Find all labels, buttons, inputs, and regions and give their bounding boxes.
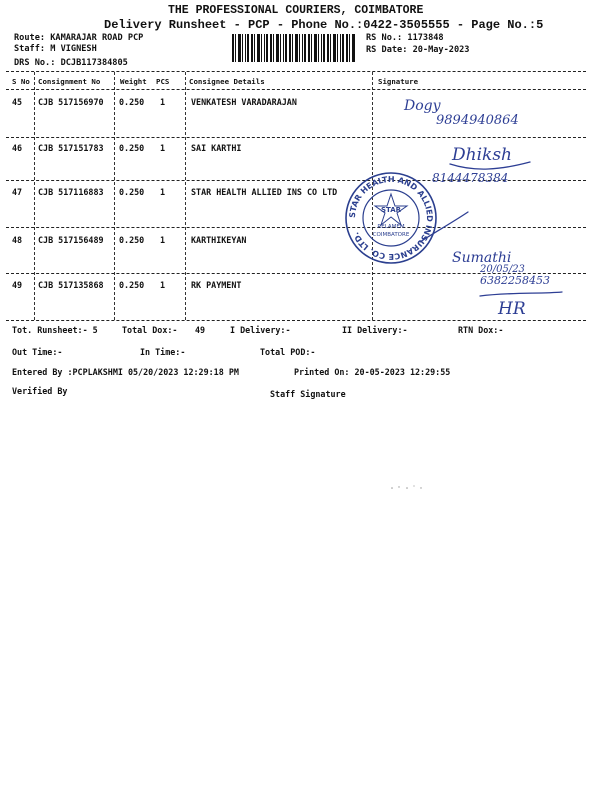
staff-signature-label: Staff Signature [270,389,346,399]
row48-handwritten-name: Sumathi [452,250,512,266]
in-time: In Time:- [140,347,186,357]
col-divider [34,72,35,320]
col-header-sno: S No [12,77,30,86]
row-consignee: SAI KARTHI [191,143,242,153]
row46-handwritten-phone: 8144478384 [432,171,509,185]
col-header-weight: Weight [120,77,147,86]
scan-specks [390,482,430,492]
row-consignment-no: CJB 517116883 [38,187,104,197]
rtn-dox: RTN Dox:- [458,325,504,335]
row48-handwritten-phone: 6382258453 [480,274,550,287]
company-stamp [343,170,439,266]
row-weight: 0.250 [119,143,145,153]
row-sno: 46 [12,143,23,153]
verified-by: Verified By [12,386,68,396]
row-pcs: 1 [160,187,166,197]
row-sno: 48 [12,235,23,245]
row-pcs: 1 [160,97,166,107]
row-weight: 0.250 [119,187,145,197]
total-runsheet: Tot. Runsheet:- 5 [12,325,98,335]
row-consignment-no: CJB 517156970 [38,97,104,107]
row-pcs: 1 [160,235,166,245]
row49-handwritten-mark: HR [498,299,526,319]
col-header-consignment: Consignment No [38,77,101,86]
stamp-center-line3: COIMBATORE [372,232,410,238]
row-pcs: 1 [160,280,166,290]
col-header-signature: Signature [378,77,419,86]
row48-handwritten-date: 20/05/23 [480,264,525,275]
col-header-consignee: Consignee Details [189,77,265,86]
total-dox-label: Total Dox:- [122,325,178,335]
total-dox-value: 49 [195,325,206,335]
col-divider [185,72,186,320]
stamp-center-line2: RELAMEM [377,224,405,230]
rs-date: RS Date: 20-May-2023 [366,45,470,55]
row-weight: 0.250 [119,97,145,107]
row-weight: 0.250 [119,235,145,245]
ii-delivery: II Delivery:- [342,325,408,335]
row-consignment-no: CJB 517135868 [38,280,104,290]
row-consignment-no: CJB 517151783 [38,143,104,153]
row-sno: 49 [12,280,23,290]
row45-handwritten-name: Dogy [404,98,441,114]
col-divider [114,72,115,320]
runsheet-subtitle: Delivery Runsheet - PCP - Phone No.:0422-3505555 - Page No.:5 [104,18,544,32]
i-delivery: I Delivery:- [230,325,291,335]
route-label: Route: KAMARAJAR ROAD PCP [14,33,144,43]
stamp-center-star: STAR [380,206,402,214]
row-consignee: STAR HEALTH ALLIED INS CO LTD [191,187,338,197]
table-header-rule [6,89,586,90]
stamp-ring-text: STAR HEALTH AND ALLIED INSURANCE CO. LTD. [347,174,435,262]
col-header-pcs: PCS [156,77,170,86]
printed-on: Printed On: 20-05-2023 12:29:55 [294,367,451,377]
entered-by: Entered By :PCPLAKSHMI 05/20/2023 12:29:18 PM [12,367,239,377]
rs-number: RS No.: 1173848 [366,33,444,43]
table-top-rule [6,71,586,72]
row-consignment-no: CJB 517156489 [38,235,104,245]
row-sno: 47 [12,187,23,197]
row-consignee: VENKATESH VARADARAJAN [191,97,297,107]
row-consignee: RK PAYMENT [191,280,242,290]
signature-stroke [480,292,562,296]
drs-barcode [232,34,356,62]
out-time: Out Time:- [12,347,63,357]
row-pcs: 1 [160,143,166,153]
row45-handwritten-phone: 9894940864 [436,113,519,128]
total-pod: Total POD:- [260,347,316,357]
row46-handwritten-name: Dhiksh [452,145,512,165]
row-weight: 0.250 [119,280,145,290]
company-title: THE PROFESSIONAL COURIERS, COIMBATORE [168,4,424,17]
staff-label: Staff: M VIGNESH [14,44,97,54]
drs-number: DRS No.: DCJB117384805 [14,58,128,68]
row-sno: 45 [12,97,23,107]
row-consignee: KARTHIKEYAN [191,235,247,245]
